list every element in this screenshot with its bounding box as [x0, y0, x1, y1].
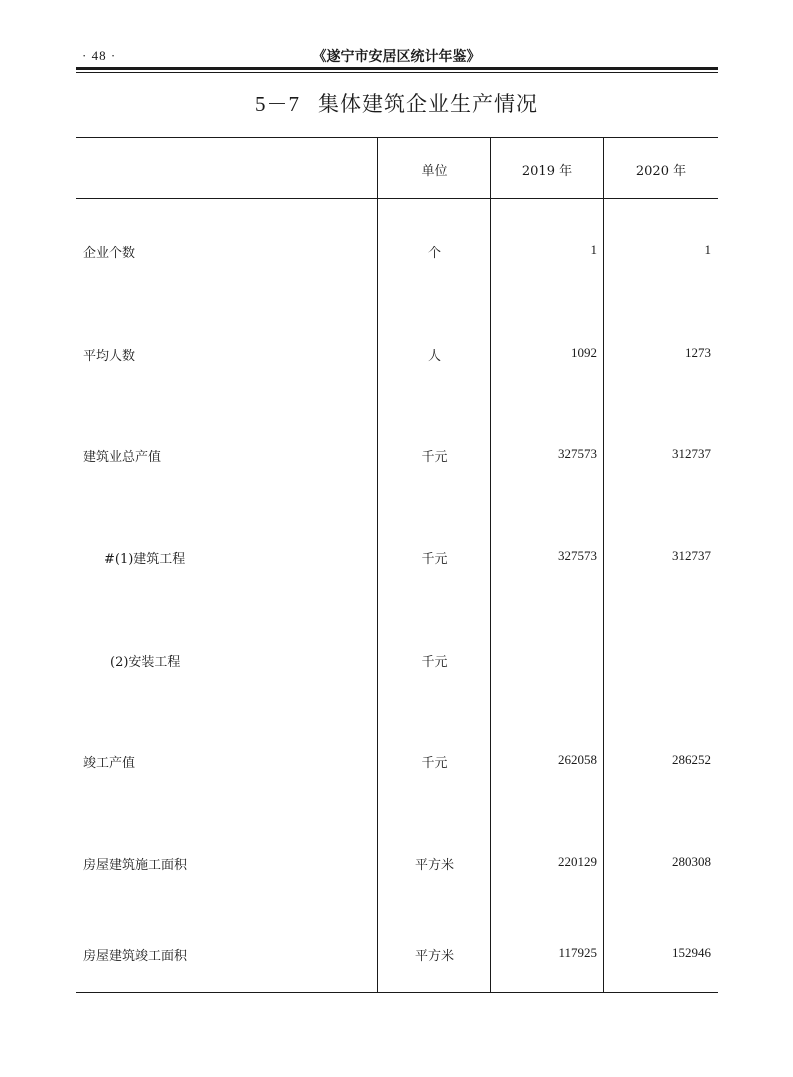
- page-number: · 48 ·: [82, 48, 117, 63]
- table-top-rule: [76, 137, 718, 138]
- table-title: [0, 88, 793, 118]
- column-header-2019: 2019 年: [521, 164, 573, 179]
- column-header-unit: 单位: [421, 164, 448, 179]
- row-label: 平均人数: [83, 349, 136, 364]
- table-row: [0, 242, 793, 262]
- row-unit: 个: [427, 246, 441, 261]
- header-rule-thick: [76, 67, 718, 70]
- column-header-2020: 2020 年: [635, 164, 687, 179]
- table-header-rule: [76, 198, 718, 199]
- row-value-2019: 327573: [558, 548, 597, 563]
- row-value-2020: 1273: [685, 345, 711, 360]
- table-row: [0, 548, 793, 568]
- running-head-title: 《遂宁市安居区统计年鉴》: [312, 49, 481, 65]
- row-unit: 千元: [421, 655, 448, 670]
- row-value-2020: 286252: [672, 752, 711, 767]
- header-rule-thin: [76, 72, 718, 73]
- row-value-2019: 117925: [558, 945, 597, 960]
- row-unit: 千元: [421, 552, 448, 567]
- row-label: 房屋建筑竣工面积: [83, 949, 188, 964]
- table-row: [0, 945, 793, 965]
- table-row: [0, 854, 793, 874]
- row-value-2019: 220129: [558, 854, 597, 869]
- row-value-2019: 1: [590, 242, 597, 257]
- row-value-2019: 327573: [558, 446, 597, 461]
- table-bottom-rule: [76, 992, 718, 993]
- table-row: [0, 345, 793, 365]
- row-label: (2)安装工程: [110, 655, 181, 670]
- row-value-2020: 312737: [672, 446, 711, 461]
- row-value-2020: 312737: [672, 548, 711, 563]
- row-value-2019: 262058: [558, 752, 597, 767]
- table-row: [0, 446, 793, 466]
- row-value-2020: 1: [704, 242, 711, 257]
- row-unit: 千元: [421, 450, 448, 465]
- row-value-2019: 1092: [571, 345, 597, 360]
- table-number: 5－7: [255, 92, 300, 116]
- row-unit: 人: [427, 349, 441, 364]
- row-label: 企业个数: [83, 246, 136, 261]
- row-label: 建筑业总产值: [83, 450, 162, 465]
- row-unit: 平方米: [414, 949, 454, 964]
- table-title-text: 集体建筑企业生产情况: [318, 92, 538, 116]
- row-label: #(1)建筑工程: [104, 552, 186, 567]
- row-unit: 平方米: [414, 858, 454, 873]
- table-row: [0, 752, 793, 772]
- row-label: 房屋建筑施工面积: [83, 858, 188, 873]
- row-value-2020: 280308: [672, 854, 711, 869]
- row-unit: 千元: [421, 756, 448, 771]
- row-value-2020: 152946: [672, 945, 711, 960]
- row-label: 竣工产值: [83, 756, 136, 771]
- table-row: [0, 651, 793, 671]
